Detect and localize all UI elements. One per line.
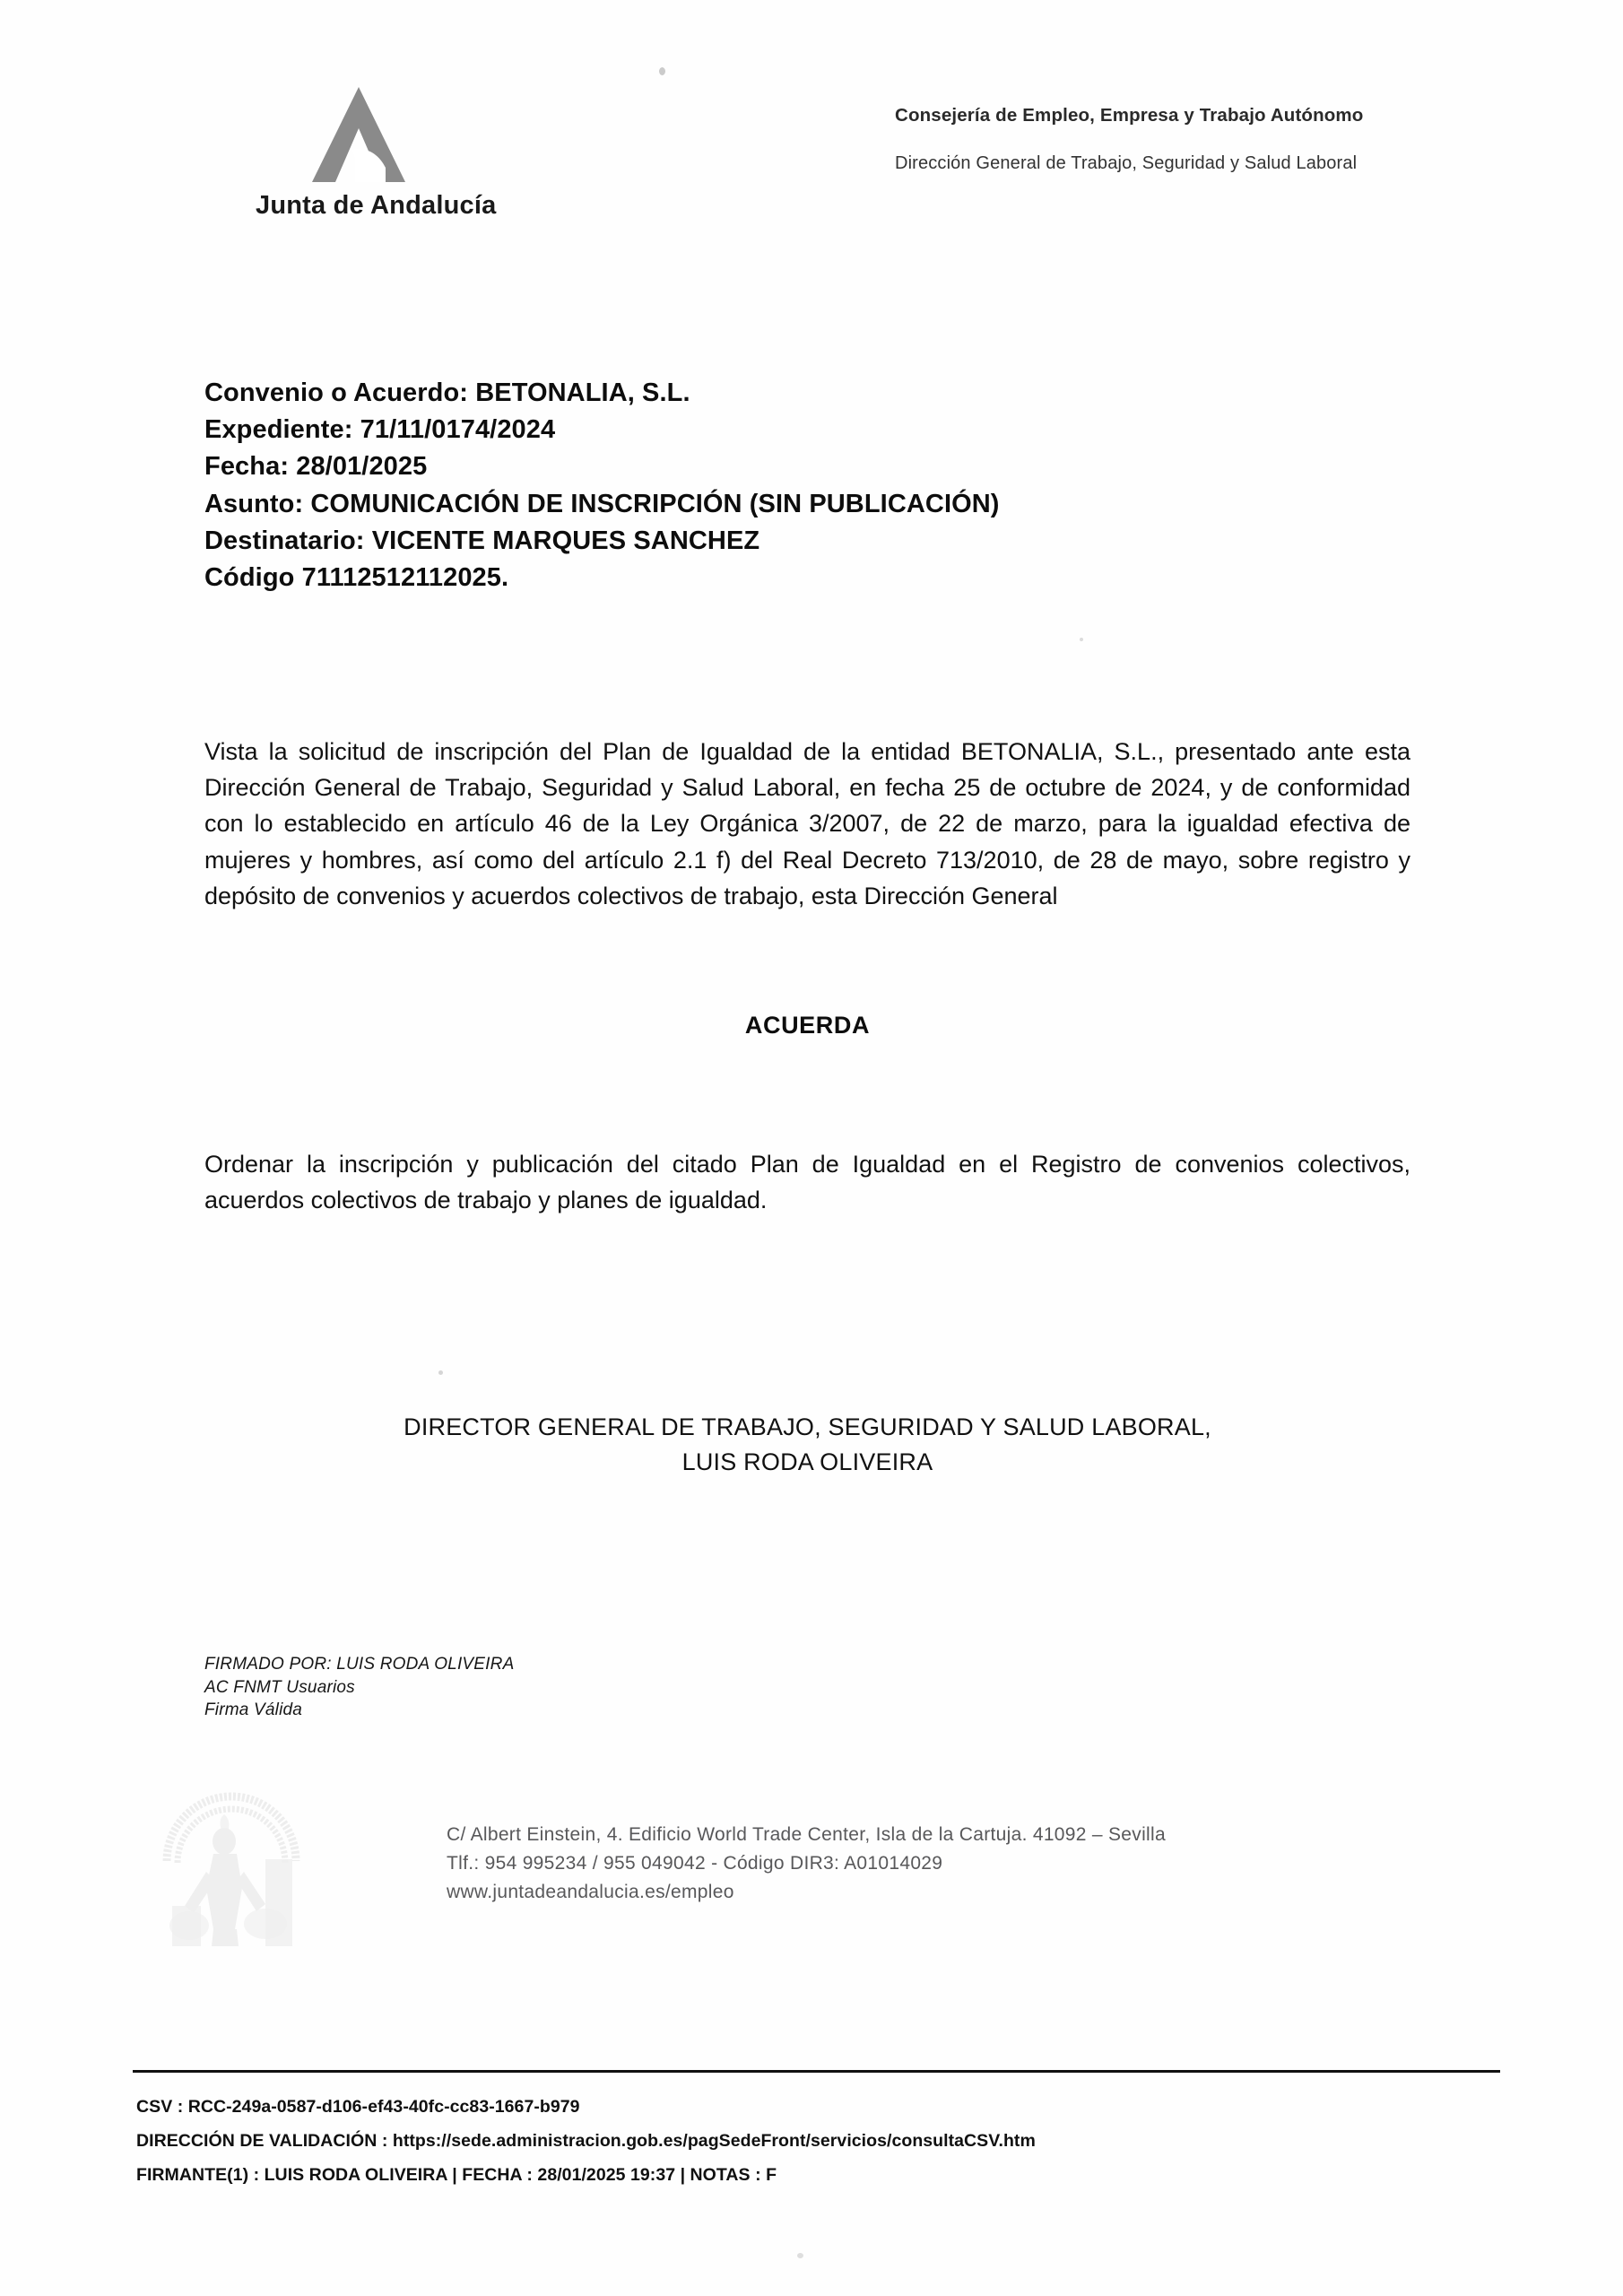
title-expediente: Expediente: 71/11/0174/2024	[204, 415, 556, 445]
header-department-block	[895, 106, 1379, 174]
address-website: www.juntadeandalucia.es/empleo	[447, 1881, 734, 1902]
signature-name: LUIS RODA OLIVEIRA	[681, 1448, 933, 1476]
acuerda-heading: ACUERDA	[744, 1012, 871, 1039]
csv-firmante: FIRMANTE(1) : LUIS RODA OLIVEIRA | FECHA : 28/01/2025 19:37 | NOTAS : F	[136, 2165, 777, 2186]
signature-stamp-authority: AC FNMT Usuarios	[204, 1677, 355, 1697]
title-convenio: Convenio o Acuerdo: BETONALIA, S.L.	[204, 378, 690, 407]
address-street: C/ Albert Einstein, 4. Edificio World Trade Center, Isla de la Cartuja. 41092 – Sevilla	[447, 1824, 1166, 1845]
csv-footer-block	[136, 2090, 1499, 2192]
digital-signature-stamp	[204, 1653, 514, 1722]
scan-speck	[797, 2253, 803, 2258]
title-asunto: Asunto: COMUNICACIÓN DE INSCRIPCIÓN (SIN PUBLICACIÓN)	[204, 489, 1000, 518]
document-title-block	[204, 375, 1406, 596]
title-codigo: Código 71112512112025.	[204, 562, 509, 592]
scan-speck	[659, 67, 665, 75]
junta-andalucia-a-icon	[299, 85, 418, 186]
signature-stamp-validity: Firma Válida	[204, 1700, 303, 1720]
title-fecha: Fecha: 28/01/2025	[204, 452, 428, 482]
header-direccion-general: Dirección General de Trabajo, Seguridad y Salud Laboral	[895, 152, 1358, 173]
signature-position: DIRECTOR GENERAL DE TRABAJO, SEGURIDAD Y SALUD LABORAL,	[404, 1413, 1211, 1440]
footer-divider	[133, 2070, 1500, 2073]
csv-code: CSV : RCC-249a-0587-d106-ef43-40fc-cc83-1667-b979	[136, 2097, 580, 2117]
junta-andalucia-logo	[256, 85, 497, 221]
address-phone: Tlf.: 954 995234 / 955 049042 - Código DIR3: A01014029	[447, 1852, 943, 1874]
logo-wordmark: Junta de Andalucía	[256, 191, 497, 220]
header-consejeria: Consejería de Empleo, Empresa y Trabajo Autónomo	[895, 105, 1364, 126]
address-footer	[447, 1821, 1166, 1907]
scan-speck	[438, 1370, 443, 1375]
andalusia-coat-of-arms-watermark	[160, 1753, 308, 1946]
signature-block	[204, 1410, 1410, 1480]
body-paragraph-1: Vista la solicitud de inscripción del Plan de Igualdad de la entidad BETONALIA, S.L., presentado ante esta Dirección General de Trabajo, Seguridad y Salud Laboral, en fecha 25 de octubre de 2024, y de conformidad con lo establecido en artículo 46 de la Ley Orgánica 3/2007, de 22 de marzo, para la igualdad efectiva de mujeres y hombres, así como del artículo 2.1 f) del Real Decreto 713/2010, de 28 de mayo, sobre registro y depósito de convenios y acuerdos colectivos de trabajo, esta Dirección General	[204, 738, 1410, 909]
csv-validation-url: DIRECCIÓN DE VALIDACIÓN : https://sede.administracion.gob.es/pagSedeFront/servicios/consultaCSV.htm	[136, 2131, 1036, 2152]
signature-stamp-signer: FIRMADO POR: LUIS RODA OLIVEIRA	[204, 1655, 515, 1674]
scan-speck	[1080, 638, 1083, 641]
body-paragraph-2: Ordenar la inscripción y publicación del citado Plan de Igualdad en el Registro de convenios colectivos, acuerdos colectivos de trabajo y planes de igualdad.	[204, 1151, 1410, 1214]
title-destinatario: Destinatario: VICENTE MARQUES SANCHEZ	[204, 526, 760, 555]
